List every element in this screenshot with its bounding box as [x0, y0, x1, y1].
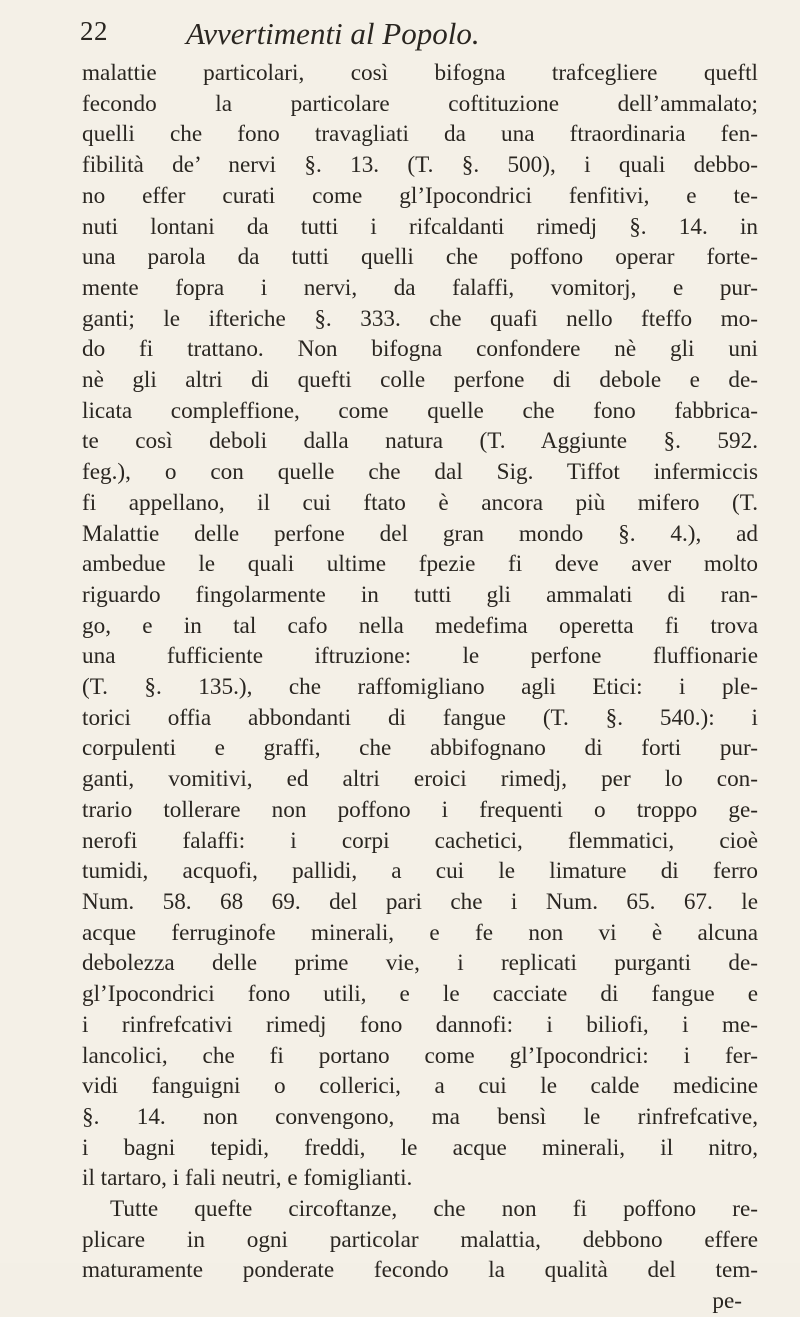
page-number: 22 — [80, 16, 108, 46]
text-line: Tutte quefte circoftanze, che non fi poffono re- — [110, 1196, 758, 1223]
running-title: Avvertimenti al Popolo. — [186, 16, 480, 51]
text-line: tumidi, acquofi, pallidi, a cui le limature di ferro — [82, 858, 758, 885]
text-line: quelli che fono travagliati da una ftraordinaria fen- — [82, 121, 758, 148]
text-line: lancolici, che fi portano come gl’Ipocondrici: i fer- — [82, 1042, 758, 1069]
text-line: ganti, vomitivi, ed altri eroici rimedj, per lo con- — [82, 766, 758, 793]
text-line: Malattie delle perfone del gran mondo §. 4.), ad — [82, 520, 758, 547]
text-line: riguardo fingolarmente in tutti gli ammalati di ran- — [82, 581, 758, 608]
text-line: una fufficiente iftruzione: le perfone fluffionarie — [82, 643, 758, 670]
text-line: ganti; le ifteriche §. 333. che quafi nello fteffo mo- — [82, 305, 758, 332]
text-line: vidi fanguigni o collerici, a cui le calde medicine — [82, 1073, 758, 1100]
text-line: (T. §. 135.), che raffomigliano agli Etici: i ple- — [82, 674, 758, 701]
text-line: mente fopra i nervi, da falaffi, vomitorj, e pur- — [82, 274, 758, 301]
text-line: maturamente ponderate fecondo la qualità del tem- — [82, 1257, 758, 1284]
text-line: trario tollerare non poffono i frequenti o troppo ge- — [82, 796, 758, 823]
text-line: feg.), o con quelle che dal Sig. Tiffot infermiccis — [82, 459, 758, 486]
text-line: no effer curati come gl’Ipocondrici fenfitivi, e te- — [82, 182, 758, 209]
text-line: una parola da tutti quelli che poffono operar forte- — [82, 244, 758, 271]
text-line: licata compleffione, come quelle che fono fabbrica- — [82, 397, 758, 424]
text-line: te così deboli dalla natura (T. Aggiunte §. 592. — [82, 428, 758, 455]
text-line: nuti lontani da tutti i rifcaldanti rimedj §. 14. in — [82, 213, 758, 240]
text-line: debolezza delle prime vie, i replicati purganti de- — [82, 950, 758, 977]
text-line: fibilità de’ nervi §. 13. (T. §. 500), i quali debbo- — [82, 152, 758, 179]
text-line: go, e in tal cafo nella medefima operetta fi trova — [82, 612, 758, 639]
text-line: gl’Ipocondrici fono utili, e le cacciate di fangue e — [82, 981, 758, 1008]
page-header — [80, 14, 740, 58]
text-line: ambedue le quali ultime fpezie fi deve aver molto — [82, 551, 758, 578]
text-line: §. 14. non convengono, ma bensì le rinfrefcative, — [82, 1103, 758, 1130]
text-line: malattie particolari, così bifogna trafcegliere queftl — [82, 60, 758, 86]
text-line: nè gli altri di quefti colle perfone di debole e de- — [82, 367, 758, 394]
text-line: do fi trattano. Non bifogna confondere nè gli uni — [82, 336, 758, 363]
text-line: i rinfrefcativi rimedj fono dannofi: i biliofi, i me- — [82, 1011, 758, 1038]
text-line: il tartaro, i fali neutri, e fomiglianti. — [82, 1165, 413, 1192]
body-text — [82, 58, 758, 1317]
text-line: fecondo la particolare coftituzione dell’ammalato; — [82, 90, 758, 117]
text-line: nerofi falaffi: i corpi cachetici, flemmatici, cioè — [82, 827, 758, 854]
text-line: torici offia abbondanti di fangue (T. §. 540.): i — [82, 704, 758, 731]
text-line: i bagni tepidi, freddi, le acque minerali, il nitro, — [82, 1134, 758, 1161]
text-line: fi appellano, il cui ftato è ancora più mifero (T. — [82, 489, 758, 516]
text-line: Num. 58. 68 69. del pari che i Num. 65. 67. le — [82, 888, 758, 915]
text-line: plicare in ogni particolar malattia, debbono effere — [82, 1226, 758, 1253]
text-line: corpulenti e graffi, che abbifognano di forti pur- — [82, 735, 758, 762]
text-line: acque ferruginofe minerali, e fe non vi è alcuna — [82, 919, 758, 946]
catchword: pe- — [712, 1288, 742, 1315]
